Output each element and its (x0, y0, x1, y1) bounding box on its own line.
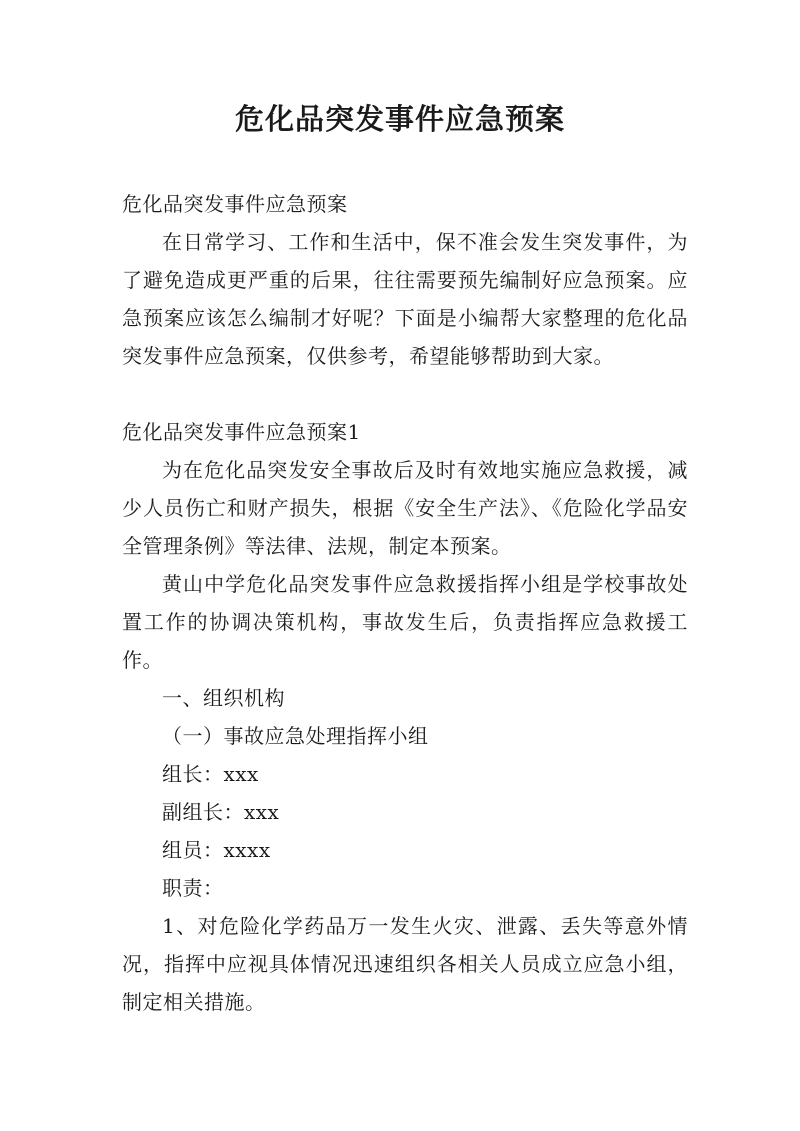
paragraph-spacer (122, 375, 688, 413)
group-members: 组员：xxxx (162, 838, 271, 862)
group-deputy-leader: 副组长：xxx (162, 800, 280, 824)
intro-paragraph: 在日常学习、工作和生活中，保不准会发生突发事件，为了避免造成更严重的后果，往往需要预先编制好应急预案。应急预案应该怎么编制才好呢？下面是小编帮大家整理的危化品突发事件应急预案，仅供参考，希望能够帮助到大家。 (122, 230, 688, 368)
paragraph-purpose: 为在危化品突发安全事故后及时有效地实施应急救援，减少人员伤亡和财产损失，根据《安全生产法》、《危险化学品安全管理条例》等法律、法规，制定本预案。 (122, 458, 688, 558)
paragraph-command-group: 黄山中学危化品突发事件应急救援指挥小组是学校事故处置工作的协调决策机构，事故发生后，负责指挥应急救援工作。 (122, 572, 688, 672)
duties-label: 职责： (162, 876, 224, 900)
document-title: 危化品突发事件应急预案 (234, 102, 565, 136)
duty-item-1: 1、对危险化学药品万一发生火灾、泄露、丢失等意外情况，指挥中应视具体情况迅速组织各相关人员成立应急小组，制定相关措施。 (122, 914, 688, 1014)
section-heading: 危化品突发事件应急预案1 (122, 420, 361, 444)
group-leader: 组长：xxx (162, 762, 259, 786)
heading-organization: 一、组织机构 (162, 686, 285, 710)
document-body (122, 185, 688, 1021)
document-subtitle: 危化品突发事件应急预案 (122, 192, 348, 216)
heading-command-group: （一）事故应急处理指挥小组 (162, 724, 429, 748)
